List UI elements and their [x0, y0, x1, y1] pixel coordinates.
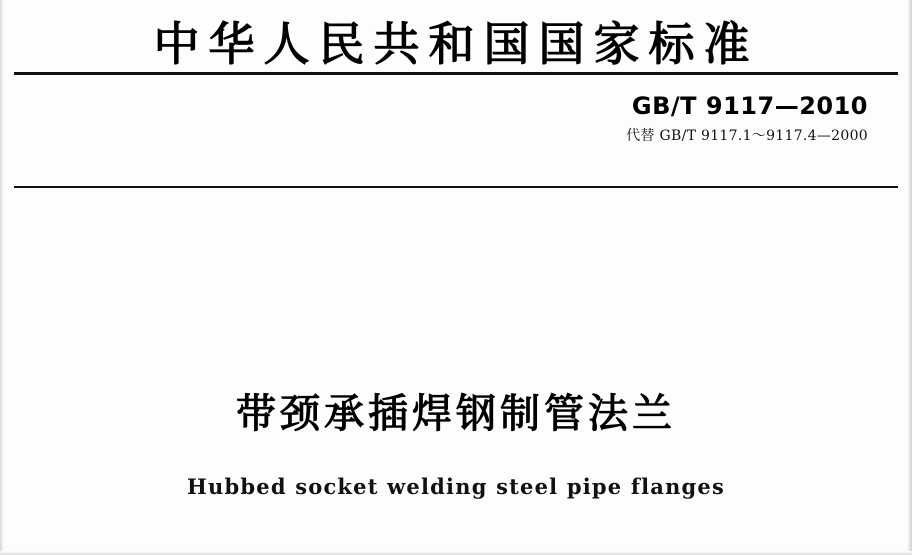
page-edge-shadow-bottom [0, 551, 912, 555]
standard-replaces-note: 代替 GB/T 9117.1～9117.4—2000 [626, 127, 868, 144]
national-standard-heading: 中华人民共和国国家标准 [153, 17, 759, 71]
header-divider-bottom [14, 186, 898, 188]
page-edge-shadow-left [0, 0, 4, 555]
standard-number: GB/T 9117—2010 [631, 92, 868, 120]
document-title-chinese: 带颈承插焊钢制管法兰 [236, 391, 676, 437]
page-edge-shadow-right [907, 0, 912, 555]
header-divider-top [14, 72, 898, 75]
standard-number-block [626, 92, 868, 145]
document-title-english: Hubbed socket welding steel pipe flanges [186, 474, 725, 499]
